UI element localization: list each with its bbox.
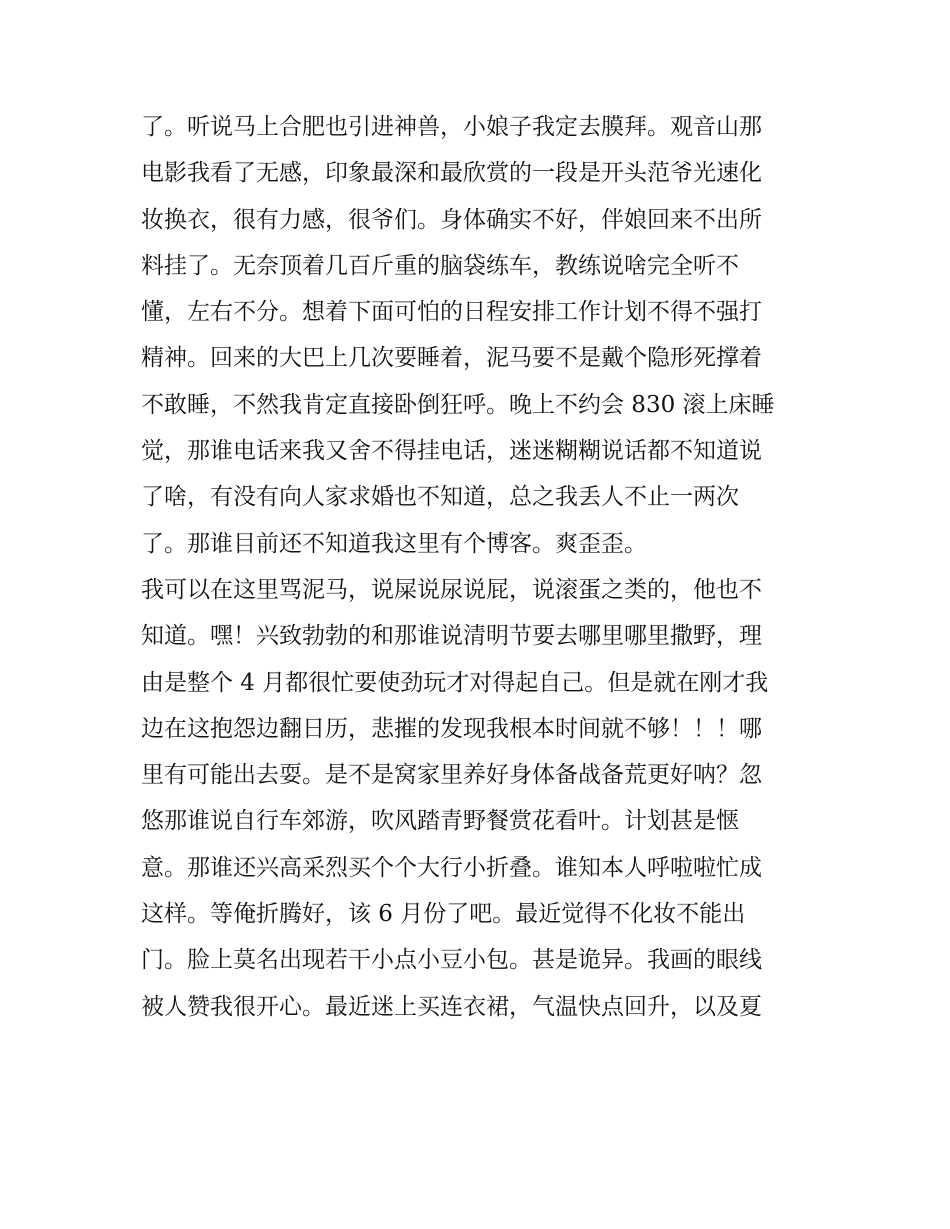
- text-line: 料挂了。无奈顶着几百斤重的脑袋练车，教练说啥完全听不: [141, 252, 739, 279]
- text-line: 懂，左右不分。想着下面可怕的日程安排工作计划不得不强打: [141, 299, 762, 326]
- text-line: 觉，那谁电话来我又舍不得挂电话，迷迷糊糊说话都不知道说: [141, 438, 762, 465]
- text-line: 不敢睡，不然我肯定直接卧倒狂呼。晚上不约会 830 滚上床睡: [141, 391, 775, 418]
- text-line: 被人赞我很开心。最近迷上买连衣裙，气温快点回升，以及夏: [141, 993, 762, 1020]
- text-line: 意。那谁还兴高采烈买个个大行小折叠。谁知本人呼啦啦忙成: [141, 854, 762, 881]
- text-line: 了。听说马上合肥也引进神兽，小娘子我定去膜拜。观音山那: [141, 114, 762, 140]
- text-line: 里有可能出去耍。是不是窝家里养好身体备战备荒更好呐？忽: [141, 762, 762, 789]
- text-line: 了啥，有没有向人家求婚也不知道，总之我丢人不止一两次: [141, 484, 739, 511]
- text-line: 电影我看了无感，印象最深和最欣赏的一段是开头范爷光速化: [141, 160, 762, 187]
- text-line: 门。脸上莫名出现若干小点小豆小包。甚是诡异。我画的眼线: [141, 947, 762, 974]
- text-line: 精神。回来的大巴上几次要睡着，泥马要不是戴个隐形死撑着: [141, 345, 762, 372]
- text-line: 边在这抱怨边翻日历，悲摧的发现我根本时间就不够！！！哪: [141, 715, 762, 742]
- text-line: 我可以在这里骂泥马，说屎说尿说屁，说滚蛋之类的，他也不: [141, 576, 762, 603]
- text-line: 知道。嘿！兴致勃勃的和那谁说清明节要去哪里哪里撒野，理: [141, 623, 762, 650]
- text-line: 这样。等俺折腾好，该 6 月份了吧。最近觉得不化妆不能出: [141, 901, 746, 928]
- text-line: 悠那谁说自行车郊游，吹风踏青野餐赏花看叶。计划甚是惬: [141, 808, 739, 835]
- text-line: 了。那谁目前还不知道我这里有个博客。爽歪歪。: [141, 530, 647, 557]
- text-line: 由是整个 4 月都很忙要使劲玩才对得起自己。但是就在刚才我: [141, 669, 769, 696]
- text-line: 妆换衣，很有力感，很爷们。身体确实不好，伴娘回来不出所: [141, 206, 762, 233]
- body-text: [141, 104, 821, 1030]
